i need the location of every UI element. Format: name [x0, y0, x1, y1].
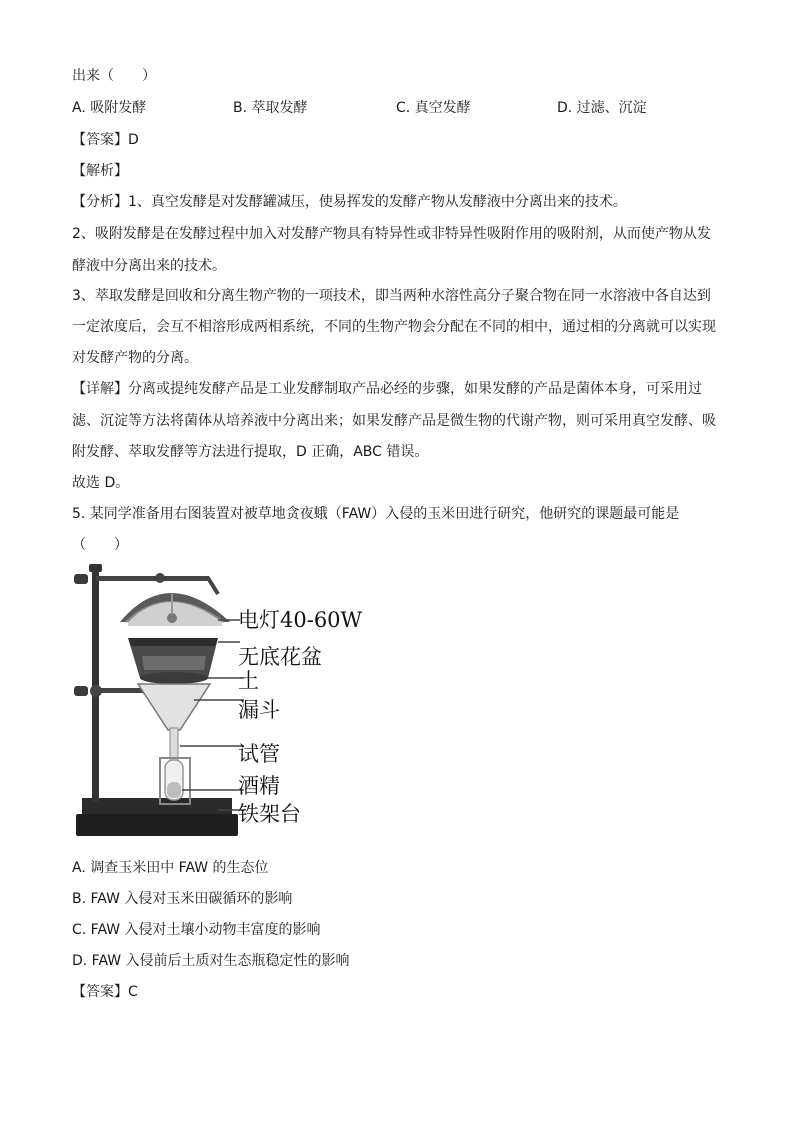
q4-detail-line: 【详解】分离或提纯发酵产品是工业发酵制取产品必经的步骤，如果发酵的产品是菌体本身，可采用过: [72, 381, 702, 397]
q4-conclusion: 故选 D。: [72, 475, 130, 491]
figure-label-pot: 无底花盆: [238, 645, 322, 669]
figure-label-alcohol: 酒精: [238, 774, 280, 798]
q4-stem-end: 出来（ ）: [72, 68, 156, 84]
q5-stem: 5. 某同学准备用右图装置对被草地贪夜蛾（FAW）入侵的玉米田进行研究，他研究的课题最可能是: [72, 506, 680, 522]
figure-label-test-tube: 试管: [238, 742, 280, 766]
figure-label-lamp: 电灯40-60W: [238, 608, 363, 632]
q4-answer: 【答案】D: [72, 132, 139, 148]
q4-option-a: A. 吸附发酵: [72, 100, 147, 116]
q5-stem-end: （ ）: [72, 537, 128, 553]
q4-analysis-line: 2、吸附发酵是在发酵过程中加入对发酵产物具有特异性或非特异性吸附作用的吸附剂，从而使产物从发: [72, 226, 711, 242]
q4-analysis-line: 3、萃取发酵是回收和分离生物产物的一项技术，即当两种水溶性高分子聚合物在同一水溶液中各自达到: [72, 288, 711, 304]
q4-detail-line: 附发酵、萃取发酵等方法进行提取，D 正确，ABC 错误。: [72, 444, 429, 460]
figure-label-iron-stand: 铁架台: [238, 802, 301, 826]
q4-option-b: B. 萃取发酵: [233, 100, 308, 116]
q4-analysis-line: 一定浓度后，会互不相溶形成两相系统，不同的生物产物会分配在不同的相中，通过相的分离就可以实现: [72, 319, 716, 335]
q5-option-d: D. FAW 入侵前后土质对生态瓶稳定性的影响: [72, 953, 350, 969]
q4-analysis-heading: 【解析】: [72, 163, 128, 179]
q4-option-d: D. 过滤、沉淀: [557, 100, 647, 116]
berlese-funnel-apparatus: [68, 560, 248, 845]
q4-analysis-line: 【分析】1、真空发酵是对发酵罐减压，使易挥发的发酵产物从发酵液中分离出来的技术。: [72, 194, 627, 210]
q5-answer: 【答案】C: [72, 984, 138, 1000]
q5-option-c: C. FAW 入侵对土壤小动物丰富度的影响: [72, 922, 321, 938]
q4-analysis-line: 对发酵产物的分离。: [72, 350, 198, 366]
figure-label-soil: 土: [238, 669, 259, 693]
q5-option-b: B. FAW 入侵对玉米田碳循环的影响: [72, 891, 293, 907]
q4-option-c: C. 真空发酵: [396, 100, 471, 116]
q5-option-a: A. 调查玉米田中 FAW 的生态位: [72, 860, 269, 876]
q4-analysis-line: 酵液中分离出来的技术。: [72, 258, 226, 274]
figure-label-funnel: 漏斗: [238, 698, 280, 722]
q4-detail-line: 滤、沉淀等方法将菌体从培养液中分离出来；如果发酵产品是微生物的代谢产物，则可采用真空发酵、吸: [72, 413, 716, 429]
